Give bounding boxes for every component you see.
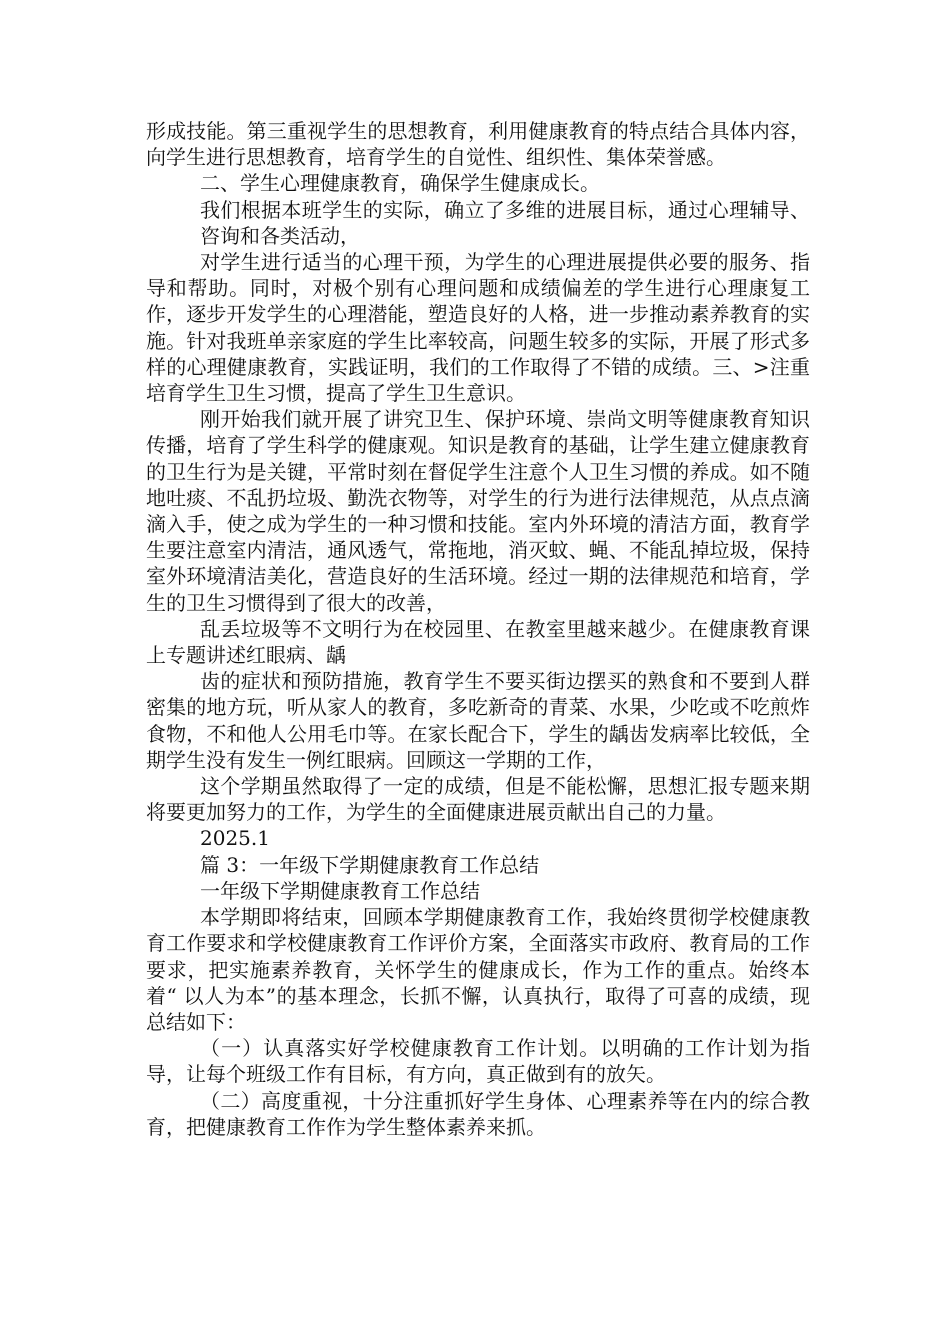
paragraph-12: 本学期即将结束，回顾本学期健康教育工作，我始终贯彻学校健康教育工作要求和学校健康教育工作评价方案，全面落实市政府、教育局的工作要求，把实施素养教育，关怀学生的健康成长，作为工作的重点。始终本着“ 以人为本”的基本理念，长抓不懈，认真执行，取得了可喜的成绩，现总结如下：: [146, 905, 810, 1034]
paragraph-5: 刚开始我们就开展了讲究卫生、保护环境、崇尚文明等健康教育知识传播，培育了学生科学的健康观。知识是教育的基础，让学生建立健康教育的卫生行为是关键，平常时刻在督促学生注意个人卫生习惯的养成。如不随地吐痰、不乱扔垃圾、勤洗衣物等，对学生的行为进行法律规范，从点点滴滴入手，使之成为学生的一种习惯和技能。室内外环境的清洁方面，教育学生要注意室内清洁，通风透气，常拖地，消灭蚊、蝇、不能乱掉垃圾，保持室外环境清洁美化，营造良好的生活环境。经过一期的法律规范和培育，学生的卫生习惯得到了很大的改善，: [146, 407, 810, 615]
paragraph-3: 我们根据本班学生的实际，确立了多维的进展目标，通过心理辅导、咨询和各类活动，: [200, 197, 810, 248]
paragraph-1: 形成技能。第三重视学生的思想教育，利用健康教育的特点结合具体内容，向学生进行思想教育，培育学生的自觉性、组织性、集体荣誉感。: [146, 119, 810, 170]
section-title: 篇 3：一年级下学期健康教育工作总结: [200, 852, 540, 877]
paragraph-4: 对学生进行适当的心理干预，为学生的心理进展提供必要的服务、指导和帮助。同时，对极个别有心理问题和成绩偏差的学生进行心理康复工作，逐步开发学生的心理潜能，塑造良好的人格，进一步推动素养教育的实施。针对我班单亲家庭的学生比率较高，问题生较多的实际，开展了形式多样的心理健康教育，实践证明，我们的工作取得了不错的成绩。三、>注重培育学生卫生习惯，提高了学生卫生意识。: [146, 250, 810, 406]
paragraph-7: 齿的症状和预防措施，教育学生不要买街边摆买的熟食和不要到人群密集的地方玩，听从家人的教育，多吃新奇的青菜、水果，少吃或不吃煎炸食物，不和他人公用毛巾等。在家长配合下，学生的龋齿发病率比较低，全期学生没有发生一例红眼病。回顾这一学期的工作，: [146, 669, 810, 772]
document-page: [146, 118, 810, 1140]
heading-section-2: 二、学生心理健康教育，确保学生健康成长。: [200, 171, 600, 196]
paragraph-13: （一）认真落实好学校健康教育工作计划。以明确的工作计划为指导，让每个班级工作有目标，有方向，真正做到有的放矢。: [146, 1036, 810, 1087]
paragraph-14: （二）高度重视，十分注重抓好学生身体、心理素养等在内的综合教育，把健康教育工作作为学生整体素养来抓。: [146, 1088, 810, 1139]
paragraph-6: 乱丢垃圾等不文明行为在校园里、在教室里越来越少。在健康教育课上专题讲述红眼病、龋: [146, 616, 810, 668]
paragraph-8: 这个学期虽然取得了一定的成绩，但是不能松懈，思想汇报专题来期将要更加努力的工作，为学生的全面健康进展贡献出自己的力量。: [146, 774, 810, 825]
date-line: 2025.1: [200, 826, 270, 851]
document-title: 一年级下学期健康教育工作总结: [200, 878, 480, 903]
